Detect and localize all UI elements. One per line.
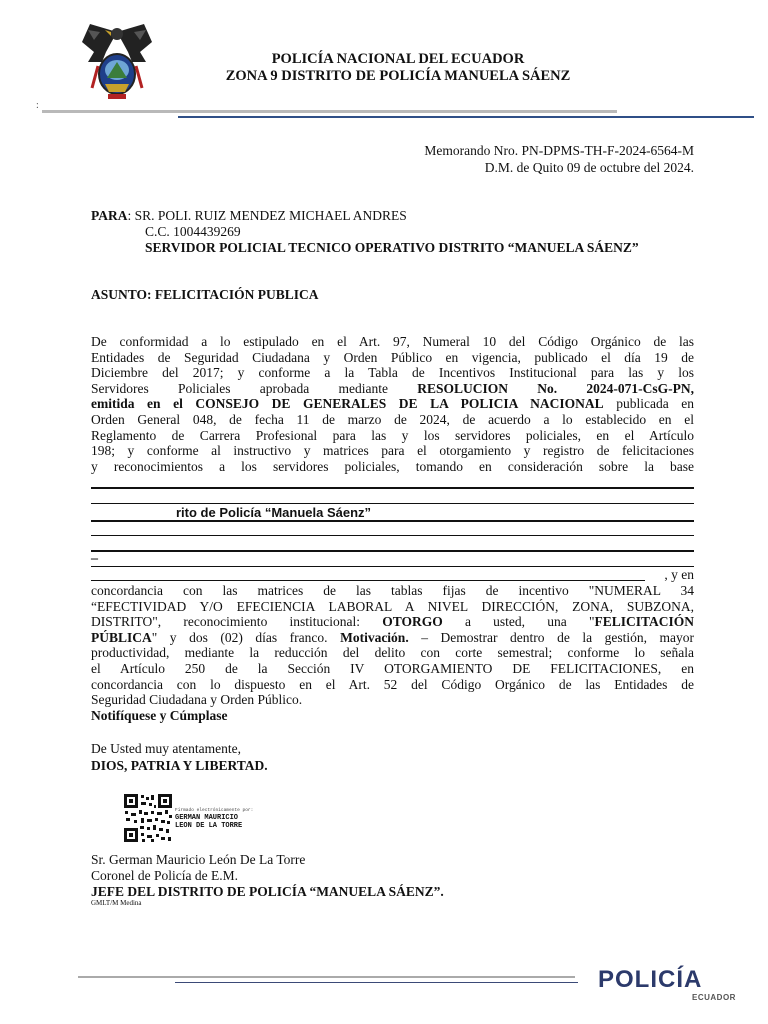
signed-by-label: Firmado electrónicamente por:: [175, 808, 254, 813]
redaction-line: [91, 550, 694, 552]
header-rule-blue: [178, 116, 754, 118]
body-line: Diciembre del 2017; y conforme a la Tabla de Incentivos Institucional para las y los: [91, 365, 694, 381]
otorgo-text: OTORGO: [382, 614, 443, 630]
qr-code-icon: [123, 793, 173, 843]
body-line: Seguridad Ciudadana y Orden Público.: [91, 692, 303, 708]
policia-logo-sub: ECUADOR: [692, 993, 736, 1002]
side-mark: :: [36, 100, 39, 111]
body-line: productividad, mediante la reducción del delito con corte semestral; conforme lo señala: [91, 645, 694, 661]
signer-title: JEFE DEL DISTRITO DE POLICÍA “MANUELA SÁENZ”.: [91, 884, 444, 899]
redacted-fragment: rito de Policía “Manuela Sáenz”: [176, 505, 372, 520]
body-line: concordancia con las matrices de las tablas fijas de incentivo "NUMERAL 34: [91, 583, 694, 598]
body-line: Reglamento de Carrera Profesional para las y los servidores policiales, en el Artículo: [91, 427, 694, 443]
footer-rule-blue: [175, 982, 578, 983]
body-line: emitida en el CONSEJO DE GENERALES DE LA POLICIA NACIONAL publicada en: [91, 396, 694, 412]
redaction-dash: –: [91, 551, 98, 566]
signed-name-1: GERMAN MAURICIO: [175, 814, 239, 822]
redaction-line: [91, 503, 694, 504]
redaction-line: [91, 487, 694, 489]
body-paragraph-2: [91, 583, 694, 723]
recipient-label: PARA: [91, 208, 128, 223]
initials: GMLT/M Medina: [91, 899, 142, 907]
memo-number: Memorando Nro. PN-DPMS-TH-F-2024-6564-M: [424, 143, 694, 158]
signed-name-2: LEON DE LA TORRE: [175, 822, 243, 830]
redaction-line: [91, 520, 694, 522]
police-crest-icon: [80, 22, 154, 102]
recipient-role: SERVIDOR POLICIAL TECNICO OPERATIVO DISTRITO “MANUELA SÁENZ”: [145, 240, 639, 255]
body-line: DISTRITO", reconocimiento institucional: OTORGO a usted, una "FELICITACIÓN: [91, 614, 694, 630]
body-line: “EFECTIVIDAD Y/O EFECIENCIA LABORAL A NIVEL DIRECCIÓN, ZONA, SUBZONA,: [91, 598, 694, 614]
header-rule-gray: [42, 110, 617, 113]
notify-line: Notifíquese y Cúmplase: [91, 707, 228, 723]
body-line: Servidores Policiales aprobada mediante RESOLUCION No. 2024-071-CsG-PN,: [91, 380, 694, 396]
policia-logo: POLICÍA: [598, 966, 703, 993]
resolution-ref: RESOLUCION No. 2024-071-CsG-PN,: [417, 380, 694, 396]
body-line: 198; y conforme al instructivo y matrices para el otorgamiento y registro de felicitaciones: [91, 443, 694, 459]
header-line-1: POLICÍA NACIONAL DEL ECUADOR: [271, 51, 525, 67]
header-line-2: ZONA 9 DISTRITO DE POLICÍA MANUELA SÁENZ: [225, 68, 571, 84]
body-paragraph-1: [91, 334, 694, 474]
recipient-name: : SR. POLI. RUIZ MENDEZ MICHAEL ANDRES: [127, 208, 407, 223]
recipient-id: C.C. 1004439269: [145, 224, 241, 239]
body-line: Orden General 048, de fecha 11 de marzo de 2024, de acuerdo a lo establecido en el: [91, 411, 694, 427]
body-line: PÚBLICA" y dos (02) días franco. Motivación. – Demostrar dentro de la gestión, mayor: [91, 629, 695, 645]
body-line: el Artículo 250 de la Sección IV OTORGAMIENTO DE FELICITACIONES, en: [91, 660, 694, 676]
body-line: concordancia con lo dispuesto en el Art. 52 del Código Orgánico de las Entidades de: [91, 676, 694, 692]
footer-rule-gray: [78, 976, 575, 978]
body-line: Entidades de Seguridad Ciudadana y Orden Público en vigencia, publicado el día 19 de: [91, 349, 694, 365]
recipient-line: [91, 208, 407, 224]
tail-y-en: , y en: [664, 567, 694, 582]
signer-rank: Coronel de Policía de E.M.: [91, 868, 238, 883]
signer-name: Sr. German Mauricio León De La Torre: [91, 852, 306, 867]
motivation-label: Motivación.: [340, 629, 409, 645]
redaction-line: [91, 535, 694, 536]
closing-motto: DIOS, PATRIA Y LIBERTAD.: [91, 758, 268, 773]
body-line: De conformidad a lo estipulado en el Art. 97, Numeral 10 del Código Orgánico de las: [91, 334, 694, 349]
closing-greeting: De Usted muy atentamente,: [91, 741, 241, 756]
memo-date: D.M. de Quito 09 de octubre del 2024.: [484, 160, 694, 175]
redaction-line: [91, 580, 645, 581]
council-ref: emitida en el CONSEJO DE GENERALES DE LA POLICIA NACIONAL: [91, 396, 604, 412]
body-line: y reconocimientos a los servidores policiales, tomando en consideración sobre la base: [91, 458, 694, 474]
signed-name: [175, 814, 242, 830]
redaction-line: [91, 566, 694, 567]
subject: ASUNTO: FELICITACIÓN PUBLICA: [91, 287, 319, 302]
